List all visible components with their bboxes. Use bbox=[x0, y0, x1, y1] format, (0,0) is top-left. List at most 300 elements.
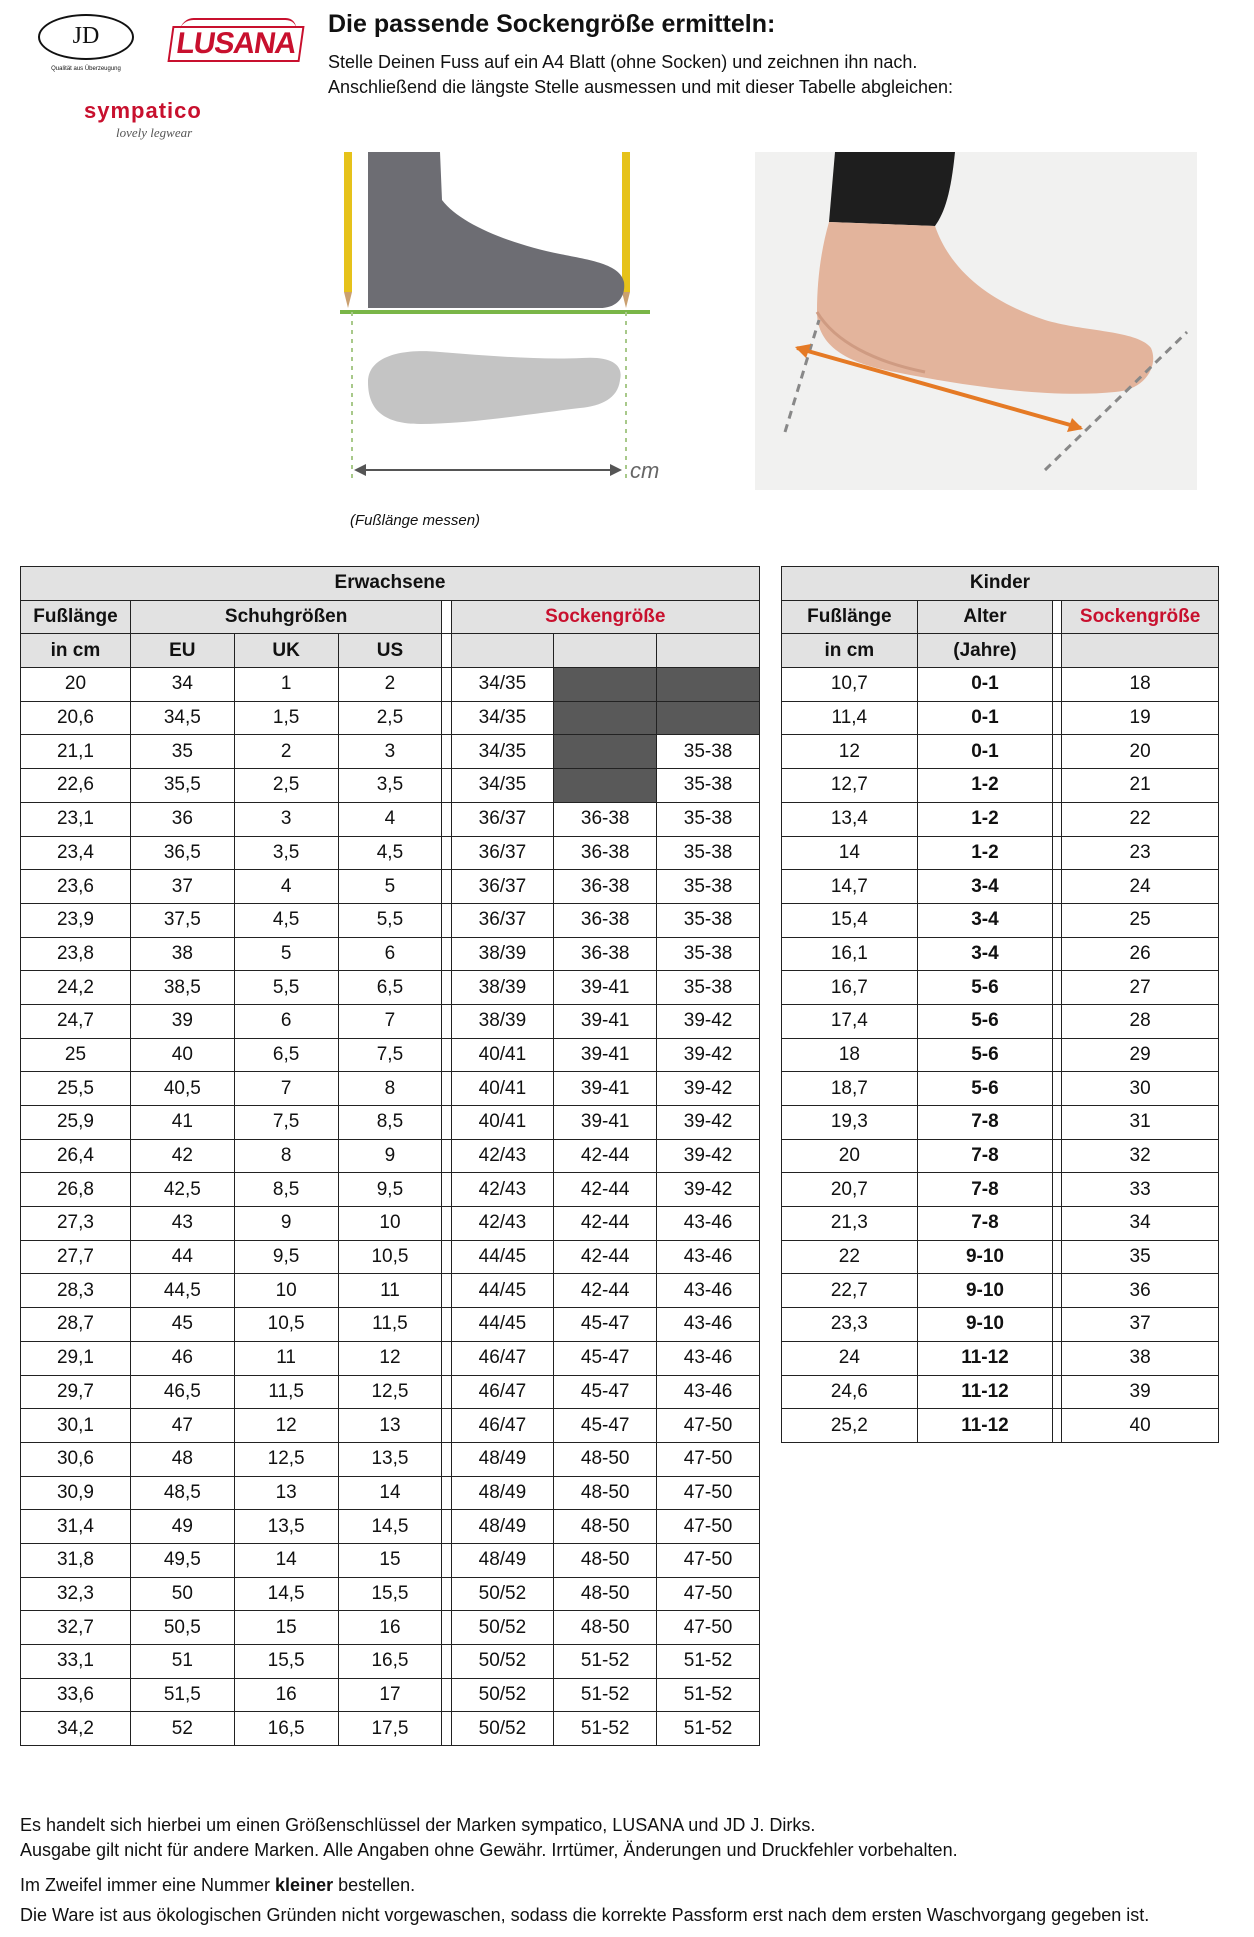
table-cell: 41 bbox=[130, 1106, 234, 1140]
table-cell: 5-6 bbox=[917, 1038, 1053, 1072]
table-cell: 0-1 bbox=[917, 701, 1053, 735]
table-cell: 24 bbox=[782, 1341, 918, 1375]
table-row bbox=[21, 1139, 760, 1173]
adults-foot-unit-header: in cm bbox=[21, 634, 131, 668]
table-cell: 11 bbox=[234, 1341, 338, 1375]
table-cell: 16,1 bbox=[782, 937, 918, 971]
table-cell: 36/37 bbox=[451, 836, 554, 870]
table-row bbox=[782, 1308, 1219, 1342]
table-cell: 48-50 bbox=[554, 1577, 657, 1611]
table-cell: 14 bbox=[338, 1476, 442, 1510]
table-cell bbox=[554, 769, 657, 803]
table-cell: 3 bbox=[234, 802, 338, 836]
table-cell: 45 bbox=[130, 1308, 234, 1342]
table-cell: 5-6 bbox=[917, 1004, 1053, 1038]
table-cell: 43-46 bbox=[657, 1375, 760, 1409]
table-cell: 50/52 bbox=[451, 1712, 554, 1746]
table-cell: 7-8 bbox=[917, 1207, 1053, 1241]
table-cell: 39 bbox=[130, 1004, 234, 1038]
table-cell: 15,5 bbox=[234, 1645, 338, 1679]
table-cell: 36/37 bbox=[451, 802, 554, 836]
table-cell: 39-42 bbox=[657, 1038, 760, 1072]
table-cell bbox=[554, 668, 657, 702]
table-row bbox=[21, 1207, 760, 1241]
table-cell: 29,1 bbox=[21, 1341, 131, 1375]
table-cell: 16,5 bbox=[234, 1712, 338, 1746]
table-cell: 16,7 bbox=[782, 971, 918, 1005]
table-cell: 7 bbox=[234, 1072, 338, 1106]
table-cell: 3-4 bbox=[917, 937, 1053, 971]
table-cell: 4 bbox=[234, 870, 338, 904]
footer-line-2: Ausgabe gilt nicht für andere Marken. Alle Angaben ohne Gewähr. Irrtümer, Änderungen und Druckfehler vorbehalten. bbox=[20, 1840, 958, 1860]
foot-measure-illustration bbox=[320, 152, 660, 492]
table-cell: 44/45 bbox=[451, 1274, 554, 1308]
table-cell: 15 bbox=[338, 1543, 442, 1577]
table-cell: 50/52 bbox=[451, 1678, 554, 1712]
table-cell: 4 bbox=[338, 802, 442, 836]
table-cell: 8 bbox=[338, 1072, 442, 1106]
table-row bbox=[21, 701, 760, 735]
table-cell: 21 bbox=[1062, 769, 1219, 803]
table-cell: 51-52 bbox=[554, 1645, 657, 1679]
table-cell: 23,9 bbox=[21, 903, 131, 937]
table-cell: 13,5 bbox=[338, 1442, 442, 1476]
table-cell: 25,5 bbox=[21, 1072, 131, 1106]
table-cell: 42-44 bbox=[554, 1139, 657, 1173]
footer-advice bbox=[20, 1873, 415, 1898]
table-row bbox=[782, 769, 1219, 803]
table-cell: 45-47 bbox=[554, 1308, 657, 1342]
table-row bbox=[782, 1139, 1219, 1173]
kids-sock-size-header: Sockengröße bbox=[1062, 600, 1219, 634]
table-cell: 24,7 bbox=[21, 1004, 131, 1038]
table-cell: 31,8 bbox=[21, 1543, 131, 1577]
advice-post: bestellen. bbox=[333, 1875, 416, 1895]
table-cell: 30,9 bbox=[21, 1476, 131, 1510]
table-cell: 38/39 bbox=[451, 937, 554, 971]
kids-table-title: Kinder bbox=[782, 567, 1219, 601]
table-cell: 39-42 bbox=[657, 1139, 760, 1173]
table-cell: 36-38 bbox=[554, 836, 657, 870]
table-cell: 3 bbox=[338, 735, 442, 769]
table-cell: 5 bbox=[234, 937, 338, 971]
adults-shoe-sizes-header: Schuhgrößen bbox=[130, 600, 441, 634]
table-row bbox=[21, 1442, 760, 1476]
table-cell: 9 bbox=[234, 1207, 338, 1241]
table-cell: 34 bbox=[1062, 1207, 1219, 1241]
table-cell: 7-8 bbox=[917, 1139, 1053, 1173]
table-cell: 4,5 bbox=[234, 903, 338, 937]
table-row bbox=[21, 735, 760, 769]
table-cell: 34/35 bbox=[451, 735, 554, 769]
table-cell: 23 bbox=[1062, 836, 1219, 870]
table-cell: 35-38 bbox=[657, 870, 760, 904]
table-cell: 47 bbox=[130, 1409, 234, 1443]
table-cell: 46 bbox=[130, 1341, 234, 1375]
table-cell: 45-47 bbox=[554, 1375, 657, 1409]
table-cell: 42/43 bbox=[451, 1139, 554, 1173]
table-cell: 17,4 bbox=[782, 1004, 918, 1038]
adults-size-table bbox=[20, 566, 760, 1746]
table-cell: 24,2 bbox=[21, 971, 131, 1005]
table-cell: 35-38 bbox=[657, 735, 760, 769]
table-cell: 36-38 bbox=[554, 937, 657, 971]
table-cell: 48-50 bbox=[554, 1510, 657, 1544]
table-cell: 0-1 bbox=[917, 735, 1053, 769]
table-cell: 12,5 bbox=[234, 1442, 338, 1476]
intro-line-2: Anschließend die längste Stelle ausmessen und mit dieser Tabelle abgleichen: bbox=[328, 77, 954, 97]
table-cell: 44/45 bbox=[451, 1308, 554, 1342]
table-cell: 39-41 bbox=[554, 1038, 657, 1072]
table-cell: 2,5 bbox=[338, 701, 442, 735]
table-row bbox=[21, 937, 760, 971]
table-cell: 43-46 bbox=[657, 1341, 760, 1375]
table-cell: 14,7 bbox=[782, 870, 918, 904]
table-cell: 46/47 bbox=[451, 1341, 554, 1375]
table-cell: 50/52 bbox=[451, 1577, 554, 1611]
table-cell: 30,1 bbox=[21, 1409, 131, 1443]
adults-us-header: US bbox=[338, 634, 442, 668]
table-cell: 3,5 bbox=[338, 769, 442, 803]
table-cell: 48/49 bbox=[451, 1543, 554, 1577]
table-cell: 48-50 bbox=[554, 1476, 657, 1510]
table-row bbox=[782, 1004, 1219, 1038]
table-cell: 34,5 bbox=[130, 701, 234, 735]
table-cell: 43-46 bbox=[657, 1308, 760, 1342]
table-row bbox=[782, 1274, 1219, 1308]
table-cell: 35-38 bbox=[657, 971, 760, 1005]
table-row bbox=[782, 1375, 1219, 1409]
table-cell: 44/45 bbox=[451, 1240, 554, 1274]
table-cell: 10,5 bbox=[338, 1240, 442, 1274]
table-cell: 11-12 bbox=[917, 1375, 1053, 1409]
table-cell: 48/49 bbox=[451, 1510, 554, 1544]
table-row bbox=[21, 1274, 760, 1308]
table-row bbox=[21, 1476, 760, 1510]
adults-eu-header: EU bbox=[130, 634, 234, 668]
table-cell: 26 bbox=[1062, 937, 1219, 971]
table-cell: 38/39 bbox=[451, 971, 554, 1005]
table-cell: 25 bbox=[1062, 903, 1219, 937]
table-cell: 47-50 bbox=[657, 1442, 760, 1476]
table-cell: 9,5 bbox=[338, 1173, 442, 1207]
table-row bbox=[21, 1611, 760, 1645]
table-cell: 1-2 bbox=[917, 802, 1053, 836]
table-cell: 47-50 bbox=[657, 1543, 760, 1577]
table-cell: 39-41 bbox=[554, 1004, 657, 1038]
table-cell: 30,6 bbox=[21, 1442, 131, 1476]
table-cell: 51-52 bbox=[657, 1645, 760, 1679]
table-cell: 9,5 bbox=[234, 1240, 338, 1274]
table-cell: 51,5 bbox=[130, 1678, 234, 1712]
table-cell: 37,5 bbox=[130, 903, 234, 937]
table-row bbox=[782, 1240, 1219, 1274]
table-cell: 10,5 bbox=[234, 1308, 338, 1342]
table-cell: 4,5 bbox=[338, 836, 442, 870]
table-cell: 37 bbox=[130, 870, 234, 904]
table-cell: 27,7 bbox=[21, 1240, 131, 1274]
table-cell: 6,5 bbox=[234, 1038, 338, 1072]
table-row bbox=[21, 769, 760, 803]
table-cell: 15,4 bbox=[782, 903, 918, 937]
table-cell: 20,7 bbox=[782, 1173, 918, 1207]
table-cell: 40,5 bbox=[130, 1072, 234, 1106]
table-cell: 26,8 bbox=[21, 1173, 131, 1207]
table-cell: 38/39 bbox=[451, 1004, 554, 1038]
table-cell: 39-42 bbox=[657, 1004, 760, 1038]
table-cell: 9-10 bbox=[917, 1308, 1053, 1342]
table-cell: 39-41 bbox=[554, 971, 657, 1005]
table-cell: 34/35 bbox=[451, 701, 554, 735]
table-cell: 6,5 bbox=[338, 971, 442, 1005]
table-cell: 45-47 bbox=[554, 1341, 657, 1375]
illustration-caption: (Fußlänge messen) bbox=[350, 512, 481, 529]
table-cell: 7-8 bbox=[917, 1173, 1053, 1207]
table-cell: 20 bbox=[21, 668, 131, 702]
pencil-left-icon bbox=[344, 152, 352, 308]
table-row bbox=[21, 903, 760, 937]
table-cell: 8 bbox=[234, 1139, 338, 1173]
table-cell: 32,7 bbox=[21, 1611, 131, 1645]
table-row bbox=[21, 1577, 760, 1611]
table-cell: 43 bbox=[130, 1207, 234, 1241]
jd-tagline: Qualität aus Überzeugung bbox=[51, 66, 121, 72]
table-cell: 40/41 bbox=[451, 1072, 554, 1106]
table-cell: 23,3 bbox=[782, 1308, 918, 1342]
table-cell: 46/47 bbox=[451, 1409, 554, 1443]
table-cell: 23,6 bbox=[21, 870, 131, 904]
foot-side-icon bbox=[368, 152, 624, 308]
table-cell: 39-41 bbox=[554, 1106, 657, 1140]
table-cell: 24 bbox=[1062, 870, 1219, 904]
table-cell: 11-12 bbox=[917, 1341, 1053, 1375]
table-cell: 5,5 bbox=[234, 971, 338, 1005]
table-cell: 49 bbox=[130, 1510, 234, 1544]
table-cell: 25,9 bbox=[21, 1106, 131, 1140]
table-cell: 42/43 bbox=[451, 1207, 554, 1241]
table-row bbox=[782, 1038, 1219, 1072]
table-cell: 31 bbox=[1062, 1106, 1219, 1140]
table-cell: 23,8 bbox=[21, 937, 131, 971]
table-cell: 6 bbox=[338, 937, 442, 971]
table-cell: 36 bbox=[1062, 1274, 1219, 1308]
table-row bbox=[782, 971, 1219, 1005]
adults-sock-size-header: Sockengröße bbox=[451, 600, 759, 634]
table-row bbox=[21, 870, 760, 904]
table-cell: 23,4 bbox=[21, 836, 131, 870]
table-cell: 50/52 bbox=[451, 1645, 554, 1679]
table-row bbox=[21, 1072, 760, 1106]
table-cell: 47-50 bbox=[657, 1510, 760, 1544]
table-cell: 0-1 bbox=[917, 668, 1053, 702]
table-row bbox=[21, 1543, 760, 1577]
table-cell: 22,6 bbox=[21, 769, 131, 803]
table-cell: 6 bbox=[234, 1004, 338, 1038]
table-cell: 44,5 bbox=[130, 1274, 234, 1308]
kids-foot-length-header: Fußlänge bbox=[782, 600, 918, 634]
table-cell: 19 bbox=[1062, 701, 1219, 735]
table-cell: 12,7 bbox=[782, 769, 918, 803]
table-cell: 40 bbox=[1062, 1409, 1219, 1443]
table-row bbox=[21, 1375, 760, 1409]
table-cell: 21,1 bbox=[21, 735, 131, 769]
table-cell: 14 bbox=[234, 1543, 338, 1577]
table-cell: 10,7 bbox=[782, 668, 918, 702]
table-cell: 18 bbox=[1062, 668, 1219, 702]
intro-line-1: Stelle Deinen Fuss auf ein A4 Blatt (ohne Socken) und zeichnen ihn nach. bbox=[328, 52, 918, 72]
table-cell: 37 bbox=[1062, 1308, 1219, 1342]
table-row bbox=[782, 1409, 1219, 1443]
table-cell: 9 bbox=[338, 1139, 442, 1173]
table-cell: 46/47 bbox=[451, 1375, 554, 1409]
table-cell: 12 bbox=[782, 735, 918, 769]
table-cell: 48,5 bbox=[130, 1476, 234, 1510]
table-cell: 15,5 bbox=[338, 1577, 442, 1611]
table-cell: 22 bbox=[782, 1240, 918, 1274]
kids-age-header: Alter bbox=[917, 600, 1053, 634]
table-cell: 35 bbox=[1062, 1240, 1219, 1274]
table-cell: 7-8 bbox=[917, 1106, 1053, 1140]
table-row bbox=[782, 701, 1219, 735]
table-row bbox=[21, 1409, 760, 1443]
table-cell: 27,3 bbox=[21, 1207, 131, 1241]
table-cell: 50 bbox=[130, 1577, 234, 1611]
table-cell: 35-38 bbox=[657, 802, 760, 836]
table-cell: 39-42 bbox=[657, 1072, 760, 1106]
table-cell: 33 bbox=[1062, 1173, 1219, 1207]
adults-foot-length-header: Fußlänge bbox=[21, 600, 131, 634]
table-cell: 43-46 bbox=[657, 1240, 760, 1274]
table-cell: 12,5 bbox=[338, 1375, 442, 1409]
table-cell: 35-38 bbox=[657, 937, 760, 971]
table-cell: 45-47 bbox=[554, 1409, 657, 1443]
table-cell: 11-12 bbox=[917, 1409, 1053, 1443]
table-cell bbox=[554, 735, 657, 769]
table-cell: 36,5 bbox=[130, 836, 234, 870]
table-cell: 44 bbox=[130, 1240, 234, 1274]
kids-age-unit-header: (Jahre) bbox=[917, 634, 1053, 668]
table-row bbox=[21, 1341, 760, 1375]
table-cell: 5,5 bbox=[338, 903, 442, 937]
table-cell: 36-38 bbox=[554, 903, 657, 937]
table-cell: 13 bbox=[234, 1476, 338, 1510]
table-cell: 48/49 bbox=[451, 1442, 554, 1476]
table-row bbox=[782, 1341, 1219, 1375]
table-cell: 42-44 bbox=[554, 1274, 657, 1308]
table-cell: 17 bbox=[338, 1678, 442, 1712]
table-cell: 33,1 bbox=[21, 1645, 131, 1679]
table-cell: 16 bbox=[234, 1678, 338, 1712]
jd-logo: JD bbox=[38, 14, 134, 60]
table-row bbox=[21, 1510, 760, 1544]
table-cell: 39-41 bbox=[554, 1072, 657, 1106]
advice-bold: kleiner bbox=[275, 1875, 334, 1895]
table-row bbox=[782, 802, 1219, 836]
table-cell bbox=[657, 668, 760, 702]
table-cell: 23,1 bbox=[21, 802, 131, 836]
table-row bbox=[782, 1207, 1219, 1241]
table-row bbox=[21, 971, 760, 1005]
table-cell: 51-52 bbox=[554, 1712, 657, 1746]
table-cell: 7,5 bbox=[234, 1106, 338, 1140]
table-cell: 48-50 bbox=[554, 1611, 657, 1645]
table-row bbox=[782, 735, 1219, 769]
table-cell: 42-44 bbox=[554, 1240, 657, 1274]
table-cell: 32,3 bbox=[21, 1577, 131, 1611]
table-cell: 39-42 bbox=[657, 1173, 760, 1207]
table-row bbox=[21, 1712, 760, 1746]
table-cell: 49,5 bbox=[130, 1543, 234, 1577]
table-cell: 12 bbox=[338, 1341, 442, 1375]
table-cell: 28 bbox=[1062, 1004, 1219, 1038]
table-cell: 35-38 bbox=[657, 903, 760, 937]
table-cell: 11,5 bbox=[338, 1308, 442, 1342]
table-cell: 14 bbox=[782, 836, 918, 870]
table-cell: 33,6 bbox=[21, 1678, 131, 1712]
table-cell: 47-50 bbox=[657, 1476, 760, 1510]
table-cell: 11,5 bbox=[234, 1375, 338, 1409]
table-cell: 50,5 bbox=[130, 1611, 234, 1645]
table-cell: 20 bbox=[782, 1139, 918, 1173]
intro-text bbox=[328, 50, 953, 100]
sympatico-logo: sympatico bbox=[84, 98, 202, 123]
table-cell: 7 bbox=[338, 1004, 442, 1038]
table-cell: 35-38 bbox=[657, 836, 760, 870]
table-cell: 2 bbox=[234, 735, 338, 769]
table-cell: 14,5 bbox=[338, 1510, 442, 1544]
table-cell: 2,5 bbox=[234, 769, 338, 803]
table-cell: 34/35 bbox=[451, 668, 554, 702]
table-row bbox=[782, 937, 1219, 971]
table-cell: 42-44 bbox=[554, 1207, 657, 1241]
table-cell: 26,4 bbox=[21, 1139, 131, 1173]
table-cell: 31,4 bbox=[21, 1510, 131, 1544]
table-row bbox=[782, 668, 1219, 702]
table-cell: 10 bbox=[234, 1274, 338, 1308]
table-cell: 3-4 bbox=[917, 870, 1053, 904]
table-cell: 36-38 bbox=[554, 870, 657, 904]
table-cell: 24,6 bbox=[782, 1375, 918, 1409]
table-cell: 5-6 bbox=[917, 971, 1053, 1005]
table-row bbox=[21, 1004, 760, 1038]
table-cell: 29,7 bbox=[21, 1375, 131, 1409]
trouser-leg-icon bbox=[829, 152, 955, 226]
table-cell: 39 bbox=[1062, 1375, 1219, 1409]
table-row bbox=[21, 1678, 760, 1712]
table-cell: 11 bbox=[338, 1274, 442, 1308]
table-cell: 28,3 bbox=[21, 1274, 131, 1308]
unit-label: cm bbox=[630, 458, 660, 483]
footer-line-1: Es handelt sich hierbei um einen Größenschlüssel der Marken sympatico, LUSANA und JD J. Dirks. bbox=[20, 1815, 816, 1835]
table-cell: 15 bbox=[234, 1611, 338, 1645]
table-cell: 1-2 bbox=[917, 836, 1053, 870]
table-row bbox=[21, 1106, 760, 1140]
table-cell: 52 bbox=[130, 1712, 234, 1746]
table-cell: 42-44 bbox=[554, 1173, 657, 1207]
table-cell: 5 bbox=[338, 870, 442, 904]
page-title: Die passende Sockengröße ermitteln: bbox=[328, 10, 776, 38]
foot-outline-icon bbox=[368, 351, 621, 424]
table-cell: 35-38 bbox=[657, 769, 760, 803]
table-row bbox=[21, 802, 760, 836]
table-cell: 13,5 bbox=[234, 1510, 338, 1544]
table-row bbox=[21, 836, 760, 870]
table-cell: 51-52 bbox=[657, 1712, 760, 1746]
table-row bbox=[782, 1106, 1219, 1140]
table-cell: 18,7 bbox=[782, 1072, 918, 1106]
table-cell: 51 bbox=[130, 1645, 234, 1679]
advice-pre: Im Zweifel immer eine Nummer bbox=[20, 1875, 276, 1895]
